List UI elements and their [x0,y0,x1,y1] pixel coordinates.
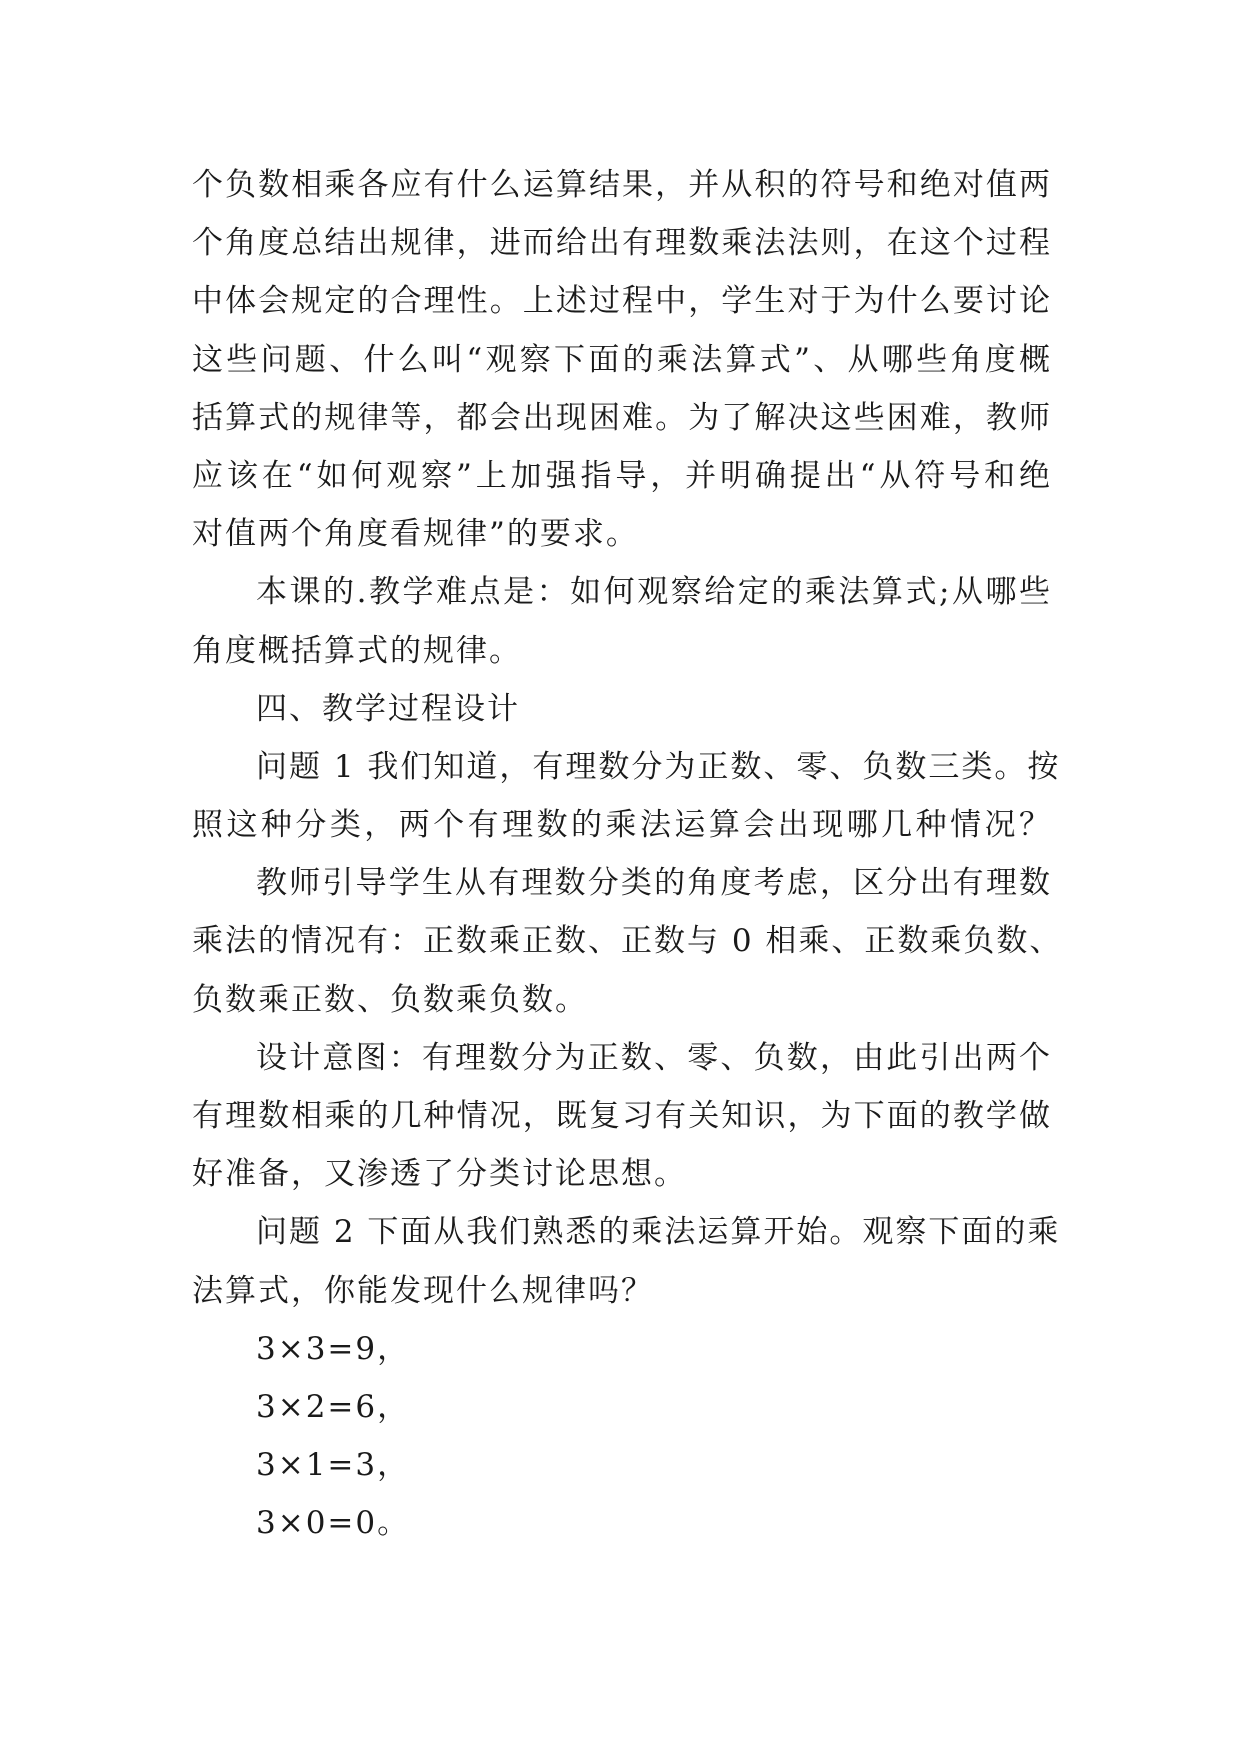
equation: 3×0=0。 [256,1505,411,1542]
text-line: 乘法的情况有：正数乘正数、正数与 0 相乘、正数乘负数、 [192,923,1063,960]
text-line: 好准备，又渗透了分类讨论思想。 [192,1156,687,1193]
question-1: 问题 1 我们知道，有理数分为正数、零、负数三类。按 [256,748,1061,785]
question-2: 问题 2 下面从我们熟悉的乘法运算开始。观察下面的乘 [256,1214,1061,1251]
text-line: 对值两个角度看规律”的要求。 [192,516,639,553]
paragraph-start: 本课的.教学难点是：如何观察给定的乘法算式;从哪些 [256,574,1052,611]
text-line: 括算式的规律等，都会出现困难。为了解决这些困难，教师 [192,399,1052,436]
text-line: 照这种分类，两个有理数的乘法运算会出现哪几种情况？ [192,807,1052,844]
text-line: 负数乘正数、负数乘负数。 [192,981,588,1018]
document-body [192,156,1063,1553]
text-line: 个负数相乘各应有什么运算结果，并从积的符号和绝对值两 [192,167,1052,203]
equation: 3×3=9， [256,1330,411,1367]
text-line: 中体会规定的合理性。上述过程中，学生对于为什么要讨论 [192,283,1052,320]
section-heading: 四、教学过程设计 [256,690,520,727]
paragraph-start: 教师引导学生从有理数分类的角度考虑，区分出有理数 [256,865,1052,902]
text-line: 法算式，你能发现什么规律吗？ [192,1272,654,1309]
design-intent: 设计意图：有理数分为正数、零、负数，由此引出两个 [256,1039,1052,1076]
text-line: 个角度总结出规律，进而给出有理数乘法法则，在这个过程 [192,225,1052,262]
text-line: 这些问题、什么叫“观察下面的乘法算式”、从哪些角度概 [192,341,1052,378]
equation: 3×2=6， [256,1388,411,1425]
text-line: 角度概括算式的规律。 [192,632,522,669]
text-line: 应该在“如何观察”上加强指导，并明确提出“从符号和绝 [192,457,1052,494]
text-line: 有理数相乘的几种情况，既复习有关知识，为下面的教学做 [192,1098,1052,1134]
equation: 3×1=3， [256,1447,411,1484]
